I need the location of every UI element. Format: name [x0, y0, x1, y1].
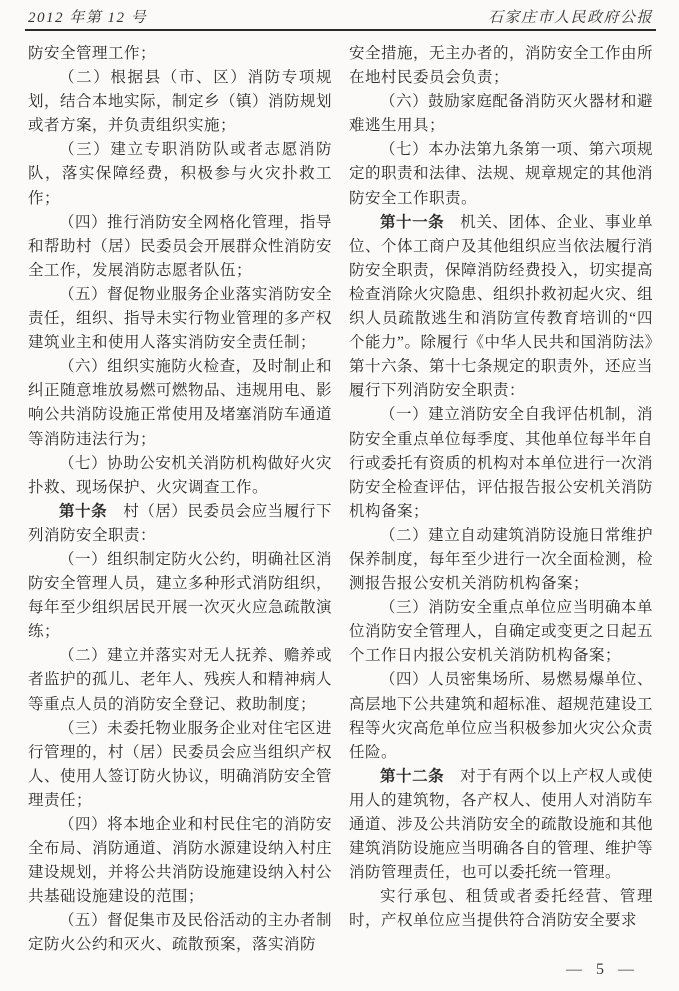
body-paragraph: （一）组织制定防火公约，明确社区消防安全管理人员，建立多种形式消防组织，每年至少组织居民开展一次灭火应急疏散演练；: [28, 550, 333, 641]
article-paragraph: 第十二条 对于有两个以上产权人或使用人的建筑物，各产权人、使用人对消防车通道、涉及公共消防安全的疏散设施和其他建筑消防设施应当明确各自的管理、维护等消防管理责任，也可以委托统一管理。: [349, 767, 654, 882]
body-paragraph: 安全措施，无主办者的，消防安全工作由所在地村民委员会负责；: [349, 45, 654, 87]
article-paragraph: 第十条 村（居）民委员会应当履行下列消防安全职责：: [28, 502, 332, 544]
body-paragraph: （四）人员密集场所、易燃易爆单位、高层地下公共建筑和超标准、超规范建设工程等火灾高危单位应当积极参加火灾公众责任险。: [349, 671, 654, 761]
body-paragraph: 防安全管理工作；: [28, 45, 157, 62]
body-paragraph: （二）建立并落实对无人抚养、赡养或者监护的孤儿、老年人、残疾人和精神病人等重点人员的消防安全登记、救助制度；: [28, 647, 333, 713]
left-column: [28, 42, 332, 958]
body-paragraph: （三）消防安全重点单位应当明确本单位消防安全管理人，自确定或变更之日起五个工作日内报公安机关消防机构备案；: [349, 599, 654, 665]
body-paragraph: （七）本办法第九条第一项、第六项规定的职责和法律、法规、规章规定的其他消防安全工作职责。: [349, 141, 654, 207]
article-number: 第十一条: [380, 213, 445, 231]
page-footer: [566, 961, 639, 979]
page-number: — 5 —: [566, 961, 639, 978]
issue-number: 2012 年第 12 号: [28, 10, 148, 26]
right-column: [349, 42, 653, 958]
gazette-title: 石家庄市人民政府公报: [487, 10, 653, 26]
body-paragraph: （四）推行消防安全网格化管理，指导和帮助村（居）民委员会开展群众性消防安全工作，发展消防志愿者队伍；: [28, 213, 333, 279]
body-paragraph: （四）将本地企业和村民住宅的消防安全布局、消防通道、消防水源建设纳入村庄建设规划，并将公共消防设施建设纳入村公共基础设施建设的范围；: [28, 816, 333, 906]
body-paragraph: （六）组织实施防火检查，及时制止和纠正随意堆放易燃可燃物品、违规用电、影响公共消防设施正常使用及堵塞消防车通道等消防违法行为；: [28, 358, 333, 448]
body-paragraph: （七）协助公安机关消防机构做好火灾扑救、现场保护、火灾调查工作。: [28, 454, 332, 496]
page-body: [28, 42, 653, 958]
body-paragraph: （五）督促物业服务企业落实消防安全责任，组织、指导未实行物业管理的多产权建筑业主和使用人落实消防安全责任制；: [28, 285, 333, 352]
body-paragraph: 实行承包、租赁或者委托经营、管理时，产权单位应当提供符合消防安全要求: [349, 888, 653, 930]
body-paragraph: （六）鼓励家庭配备消防灭火器材和避难逃生用具；: [349, 93, 653, 135]
header-rule: [25, 29, 656, 31]
body-paragraph: （一）建立消防安全自我评估机制，消防安全重点单位每季度、其他单位每半年自行或委托有资质的机构对本单位进行一次消防安全检查评估，评估报告报公安机关消防机构备案；: [349, 406, 654, 520]
body-paragraph: （三）建立专职消防队或者志愿消防队，落实保障经费，积极参与火灾扑救工作；: [28, 141, 332, 207]
article-number: 第十二条: [380, 767, 445, 785]
body-paragraph: （二）建立自动建筑消防设施日常维护保养制度，每年至少进行一次全面检测，检测报告报公安机关消防机构备案；: [349, 526, 654, 593]
body-paragraph: （五）督促集市及民俗活动的主办者制定防火公约和灭火、疏散预案，落实消防: [28, 912, 332, 954]
body-paragraph: （二）根据县（市、区）消防专项规划，结合本地实际，制定乡（镇）消防规划或者方案，并负责组织实施；: [28, 69, 333, 135]
article-number: 第十条: [59, 502, 108, 520]
article-paragraph: 第十一条 机关、团体、企业、事业单位、个体工商户及其他组织应当依法履行消防安全职责，保障消防经费投入，切实提高检查消除火灾隐患、组织扑救初起火灾、组织人员疏散逃生和消防宣传教育培训的“四个能力”。除履行《中华人民共和国消防法》第十六条、第十七条规定的职责外，还应当履行下列消防安全职责：: [349, 213, 654, 400]
body-paragraph: （三）未委托物业服务企业对住宅区进行管理的，村（居）民委员会应当组织产权人、使用人签订防火协议，明确消防安全管理责任；: [28, 719, 333, 809]
page-header: [28, 6, 653, 27]
